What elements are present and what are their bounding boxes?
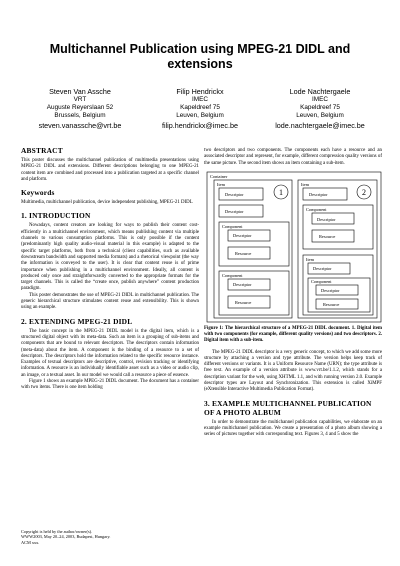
paper-title: Multichannel Publication using MPEG-21 DIDL and extensions <box>49 42 351 71</box>
author-address: Kapeldreef 75 <box>300 104 340 111</box>
author-email: lode.nachtergaele@imec.be <box>275 121 365 130</box>
label-item: Item <box>306 256 315 262</box>
right-column <box>204 148 382 438</box>
copyright-notice <box>21 529 199 545</box>
item-1-box <box>214 180 292 318</box>
label-descriptor: Descriptor <box>309 191 328 197</box>
section-2-paragraph-1: The basic concept in the MPEG-21 DIDL model is the digital item, which is a structured digital object with its meta-data. Such an item is a grouping of sub-items and components that are bound to relevant descriptors. The descriptors contain information (meta-data) about the item. A component is the binding of a resource to a set of descriptors. The descriptors hold the information related to the specific resource instance. Examples of textual descriptors are descriptive, control, revision tracking or identifying information. A resource is an individually identifiable asset such as a video or audio clip, an image, or a textual asset. In our model we would call a resource a piece of essence. <box>21 328 199 378</box>
right-paragraph-2: The MPEG-21 DIDL descriptor is a very generic concept, to which we add some more structure by attaching a version and type attribute. The version helps keep track of different versions or variants. It is a Uniform Resource Name (URN); the type attribute is free text. An example of a version attribute is www.vrt.be/1.1.2, which stands for a description variant for the web, using XHTML 1.1, and with running version 2.0. Example descriptor types are Layout and Synchronization. This extension is called XiMPF (eXtensible Interactive Multimedia Publication Format). <box>204 349 382 393</box>
author-email: filip.hendrickx@imec.be <box>161 121 238 130</box>
keywords-heading: Keywords <box>21 188 55 198</box>
author-address: Kapeldreef 75 <box>180 104 220 111</box>
acm-line: ACM xxx. <box>21 539 40 545</box>
author-org: IMEC <box>312 96 328 103</box>
section-2-heading: 2. EXTENDING MPEG-21 DIDL <box>21 316 133 326</box>
label-component: Component <box>311 278 332 284</box>
author-address: Auguste Reyerslaan 52 <box>46 104 114 111</box>
label-descriptor: Descriptor <box>225 191 244 197</box>
left-column <box>21 146 199 392</box>
abstract-heading: ABSTRACT <box>21 146 63 155</box>
label-item: Item <box>301 181 310 187</box>
author-city: Leuven, Belgium <box>296 112 344 119</box>
section-1-paragraph-1: Nowadays, content creators are looking for ways to publish their content cost-efficiently in a multichannel environment, which means publishing content via multiple channels to various consumption platforms. This is only possible if the content (predominantly high quality audio-visual material in this example) is adapted to the specific target platforms, both from a technical (client capabilities, such as available downstream bandwidth and supported media formats) and a rhetorical viewpoint (the way the information is conveyed to the user). It is clear that content reuse is of prime importance when publishing in a multichannel environment. Ideally, all content is produced only once and straightforwardly converted to the appropriate formats for the target channels. This is called the “create once, publish anywhere” content production paradigm. <box>21 223 199 292</box>
author-org: VRT <box>73 96 87 103</box>
section-2-paragraph-2: Figure 1 shows an example MPEG-21 DIDL document. The document has a container with two items. There is one item holding <box>21 379 199 391</box>
marker-1-label: 1 <box>279 187 283 197</box>
author-name: Filip Hendrickx <box>176 87 224 96</box>
section-3-heading: 3. EXAMPLE MULTICHANNEL PUBLICATION OF A PHOTO ALBUM <box>204 398 372 417</box>
copyright-line: Copyright is held by the author/owner(s). <box>21 529 93 534</box>
author-city: Leuven, Belgium <box>176 112 224 119</box>
abstract-text: This poster discusses the multichannel publication of multimedia presentations using MPEG-21 DIDL and extensions. Different descriptions belonging to one MPEG-21 content item are combined and processed into a publication targeted at a specific channel and platform. <box>21 158 199 182</box>
label-component: Component <box>222 223 243 229</box>
section-1-heading: 1. INTRODUCTION <box>21 211 91 221</box>
label-resource: Resource <box>323 301 340 307</box>
author-city: Brussels, Belgium <box>54 112 106 119</box>
marker-2-label: 2 <box>362 187 366 197</box>
label-resource: Resource <box>235 250 252 256</box>
label-descriptor: Descriptor <box>233 232 252 238</box>
author-name: Steven Van Assche <box>49 87 111 96</box>
section-3-paragraph-1: In order to demonstrate the multichannel publication capabilities, we elaborate on an example multichannel publication. We create a presentation of a photo album showing a series of pictures together with corresponding text. Figures 3, 4 and 5 show the <box>204 419 382 438</box>
conference-line: WWW2003, May 20–24, 2003, Budapest, Hungary. <box>21 534 111 540</box>
author-email: steven.vanassche@vrt.be <box>38 121 122 130</box>
author-org: IMEC <box>192 96 208 103</box>
author-2 <box>140 87 260 131</box>
label-component: Component <box>222 272 243 278</box>
label-descriptor: Descriptor <box>225 208 244 214</box>
author-name: Lode Nachtergaele <box>289 87 351 96</box>
label-descriptor: Descriptor <box>313 265 332 271</box>
label-container: Container <box>210 173 228 179</box>
label-item: Item <box>217 181 226 187</box>
label-descriptor: Descriptor <box>321 287 340 293</box>
author-1 <box>20 87 140 131</box>
didl-structure-diagram <box>206 171 382 323</box>
right-intro-paragraph: two descriptors and two components. The components each have a resource and an associated descriptor and represent, for example, different compression quality versions of the same picture. The second item shows an item containing a sub-item. <box>204 148 382 166</box>
figure-1-caption: Figure 1: The hierarchical structure of a MPEG-21 DIDL document. 1. Digital item with two components (for example, different quality versions) and two descriptors. 2. Digital item with a sub-item. <box>204 325 382 344</box>
label-resource: Resource <box>235 299 252 305</box>
label-descriptor: Descriptor <box>233 281 252 287</box>
author-3 <box>260 87 380 131</box>
section-1-paragraph-2: This poster demonstrates the use of MPEG-21 DIDL in multichannel publication. The generic hierarchical structure stimulates content reuse and extensibility. This is shown using an example. <box>21 292 199 311</box>
label-resource: Resource <box>319 233 336 239</box>
figure-1 <box>206 171 382 323</box>
label-descriptor: Descriptor <box>317 216 336 222</box>
author-block <box>20 87 380 131</box>
keywords-text: Multimedia, multichannel publication, device independent publishing, MPEG-21 DIDL <box>21 200 193 206</box>
label-component: Component <box>306 206 327 212</box>
